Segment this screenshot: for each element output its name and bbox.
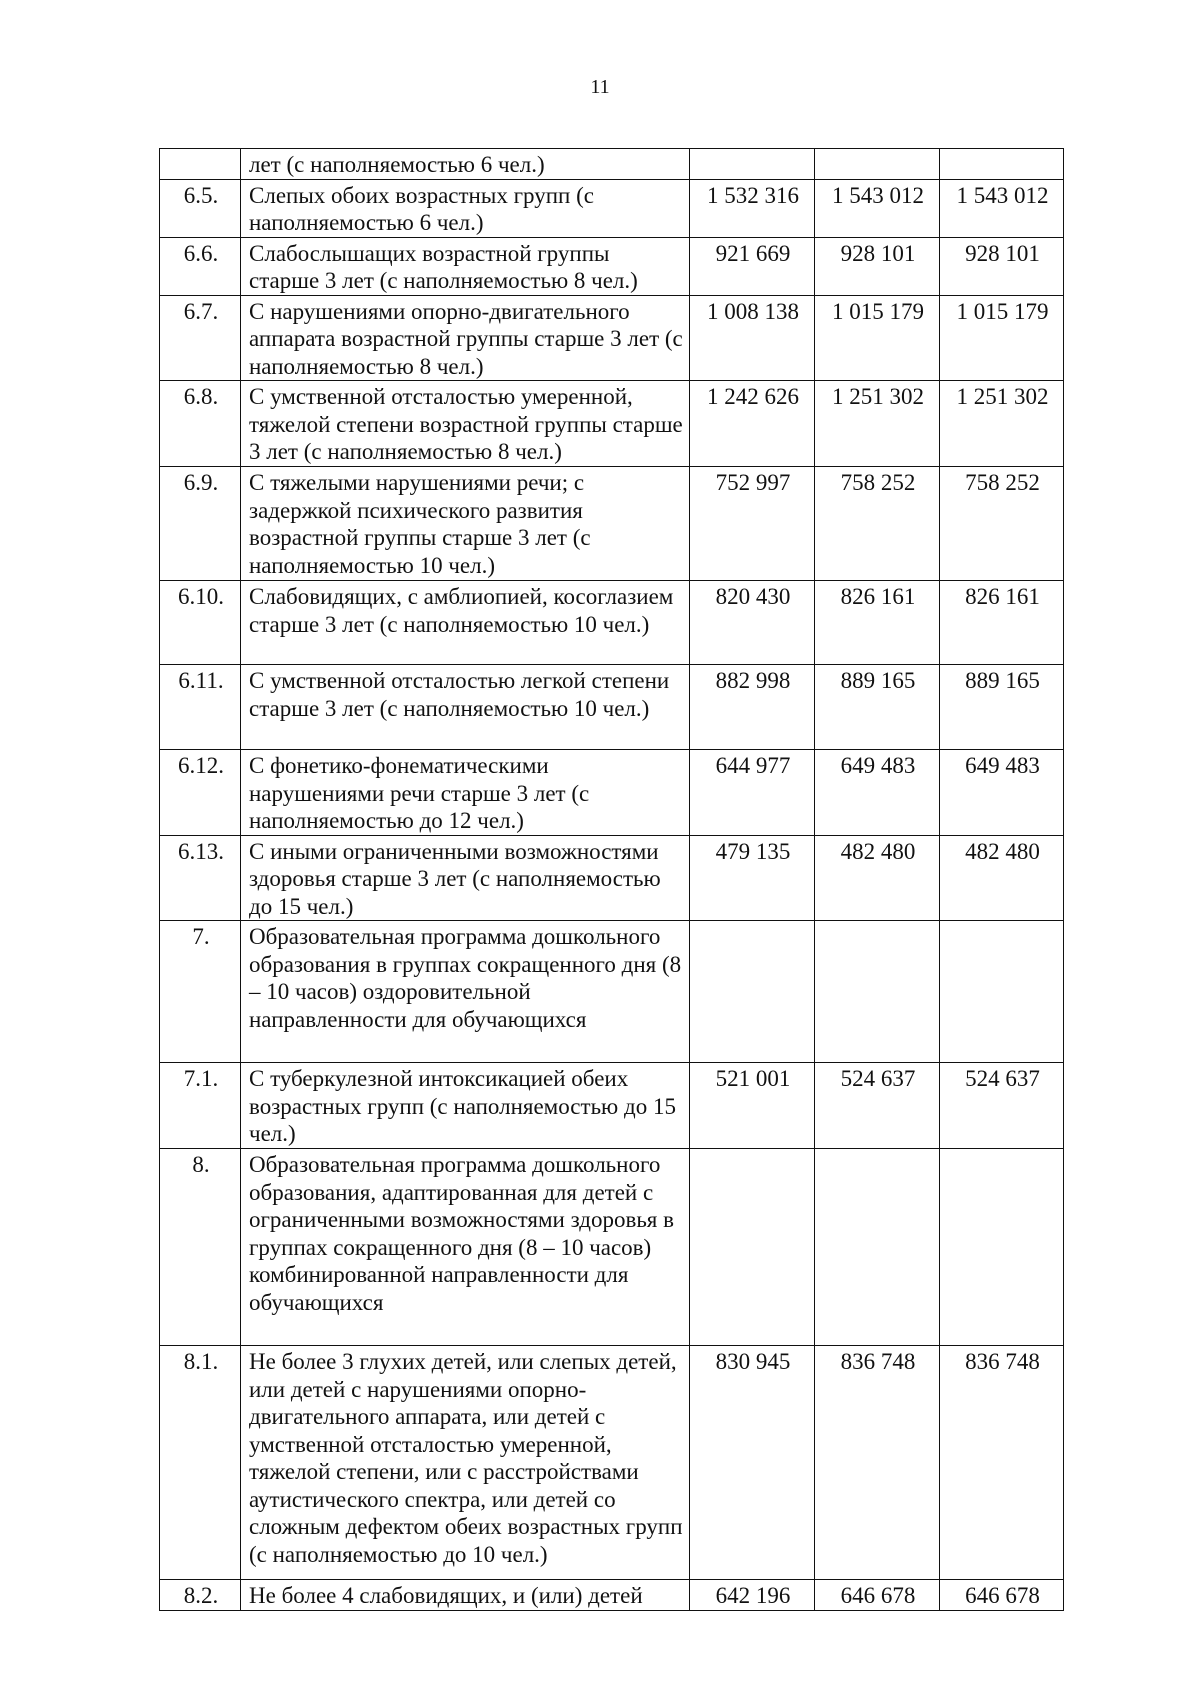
row-value-3: [940, 1149, 1064, 1346]
row-description: С умственной отсталостью легкой степени старше 3 лет (с наполняемостью 10 чел.): [241, 665, 690, 750]
row-number: 6.7.: [160, 295, 241, 381]
row-description: Слепых обоих возрастных групп (с наполняемостью 6 чел.): [241, 179, 690, 237]
row-value-1: 642 196: [690, 1580, 815, 1611]
row-value-3: 836 748: [940, 1346, 1064, 1580]
row-number: 8.2.: [160, 1580, 241, 1611]
row-value-2: 1 251 302: [815, 381, 940, 467]
row-value-2: 826 161: [815, 581, 940, 665]
row-value-3: [940, 921, 1064, 1063]
table-row: [160, 381, 1064, 467]
table-row: [160, 237, 1064, 295]
row-number: 7.1.: [160, 1063, 241, 1149]
row-value-2: 928 101: [815, 237, 940, 295]
row-value-2: 1 015 179: [815, 295, 940, 381]
row-number: 6.5.: [160, 179, 241, 237]
row-value-1: 644 977: [690, 750, 815, 836]
row-value-3: 1 251 302: [940, 381, 1064, 467]
row-value-3: 649 483: [940, 750, 1064, 836]
table-row: [160, 149, 1064, 180]
row-value-3: 482 480: [940, 835, 1064, 921]
row-value-3: 889 165: [940, 665, 1064, 750]
row-value-1: 521 001: [690, 1063, 815, 1149]
row-value-1: 479 135: [690, 835, 815, 921]
row-description: С иными ограниченными возможностями здоровья старше 3 лет (с наполняемостью до 15 чел.): [241, 835, 690, 921]
row-value-3: 758 252: [940, 467, 1064, 581]
row-number: 8.: [160, 1149, 241, 1346]
row-description: С фонетико-фонематическими нарушениями речи старше 3 лет (с наполняемостью до 12 чел.): [241, 750, 690, 836]
row-value-2: [815, 149, 940, 180]
row-number: 6.8.: [160, 381, 241, 467]
row-value-1: 820 430: [690, 581, 815, 665]
row-value-1: 1 008 138: [690, 295, 815, 381]
row-value-2: 1 543 012: [815, 179, 940, 237]
row-description: С нарушениями опорно-двигательного аппарата возрастной группы старше 3 лет (с наполняемостью 8 чел.): [241, 295, 690, 381]
page-number: 11: [590, 76, 610, 98]
row-value-2: [815, 1149, 940, 1346]
row-value-3: 524 637: [940, 1063, 1064, 1149]
row-number: 6.11.: [160, 665, 241, 750]
row-value-2: 889 165: [815, 665, 940, 750]
row-value-3: 646 678: [940, 1580, 1064, 1611]
row-value-2: [815, 921, 940, 1063]
row-value-1: 1 532 316: [690, 179, 815, 237]
row-value-1: [690, 921, 815, 1063]
table-row: [160, 665, 1064, 750]
row-number: 6.13.: [160, 835, 241, 921]
row-value-3: 928 101: [940, 237, 1064, 295]
row-number: 6.9.: [160, 467, 241, 581]
row-value-3: 1 015 179: [940, 295, 1064, 381]
row-number: 7.: [160, 921, 241, 1063]
row-description: Образовательная программа дошкольного образования, адаптированная для детей с ограниченными возможностями здоровья в группах сокращенного дня (8 – 10 часов) комбинированной направленности для обучающихся: [241, 1149, 690, 1346]
table-row: [160, 921, 1064, 1063]
row-description: Не более 3 глухих детей, или слепых детей, или детей с нарушениями опорно-двигательного аппарата, или детей с умственной отсталостью умеренной, тяжелой степени, или с расстройствами аутистического спектра, или детей со сложным дефектом обеих возрастных групп (с наполняемостью до 10 чел.): [241, 1346, 690, 1580]
row-value-1: 752 997: [690, 467, 815, 581]
table-row: [160, 179, 1064, 237]
row-value-1: 921 669: [690, 237, 815, 295]
tariff-table: [159, 148, 1064, 1611]
row-description: Слабослышащих возрастной группы старше 3 лет (с наполняемостью 8 чел.): [241, 237, 690, 295]
row-number: 6.6.: [160, 237, 241, 295]
row-number: 8.1.: [160, 1346, 241, 1580]
row-value-2: 646 678: [815, 1580, 940, 1611]
table-row: [160, 467, 1064, 581]
row-number: 6.10.: [160, 581, 241, 665]
row-description: С тяжелыми нарушениями речи; с задержкой психического развития возрастной группы старше 3 лет (с наполняемостью 10 чел.): [241, 467, 690, 581]
row-description: С туберкулезной интоксикацией обеих возрастных групп (с наполняемостью до 15 чел.): [241, 1063, 690, 1149]
table-row: [160, 750, 1064, 836]
table-row: [160, 1149, 1064, 1346]
table-row: [160, 1580, 1064, 1611]
row-value-2: 482 480: [815, 835, 940, 921]
row-value-1: 882 998: [690, 665, 815, 750]
row-description: лет (с наполняемостью 6 чел.): [241, 149, 690, 180]
row-value-1: [690, 1149, 815, 1346]
row-number: [160, 149, 241, 180]
row-value-3: 1 543 012: [940, 179, 1064, 237]
row-value-2: 649 483: [815, 750, 940, 836]
row-description: Слабовидящих, с амблиопией, косоглазием старше 3 лет (с наполняемостью 10 чел.): [241, 581, 690, 665]
row-value-2: 836 748: [815, 1346, 940, 1580]
row-value-2: 758 252: [815, 467, 940, 581]
row-value-3: [940, 149, 1064, 180]
row-description: Образовательная программа дошкольного образования в группах сокращенного дня (8 – 10 часов) оздоровительной направленности для обучающихся: [241, 921, 690, 1063]
row-value-1: 1 242 626: [690, 381, 815, 467]
table-row: [160, 1063, 1064, 1149]
row-value-1: 830 945: [690, 1346, 815, 1580]
table-row: [160, 581, 1064, 665]
row-value-3: 826 161: [940, 581, 1064, 665]
row-value-1: [690, 149, 815, 180]
row-description: С умственной отсталостью умеренной, тяжелой степени возрастной группы старше 3 лет (с наполняемостью 8 чел.): [241, 381, 690, 467]
row-description: Не более 4 слабовидящих, и (или) детей: [241, 1580, 690, 1611]
table-row: [160, 835, 1064, 921]
row-number: 6.12.: [160, 750, 241, 836]
row-value-2: 524 637: [815, 1063, 940, 1149]
table-row: [160, 295, 1064, 381]
table-row: [160, 1346, 1064, 1580]
